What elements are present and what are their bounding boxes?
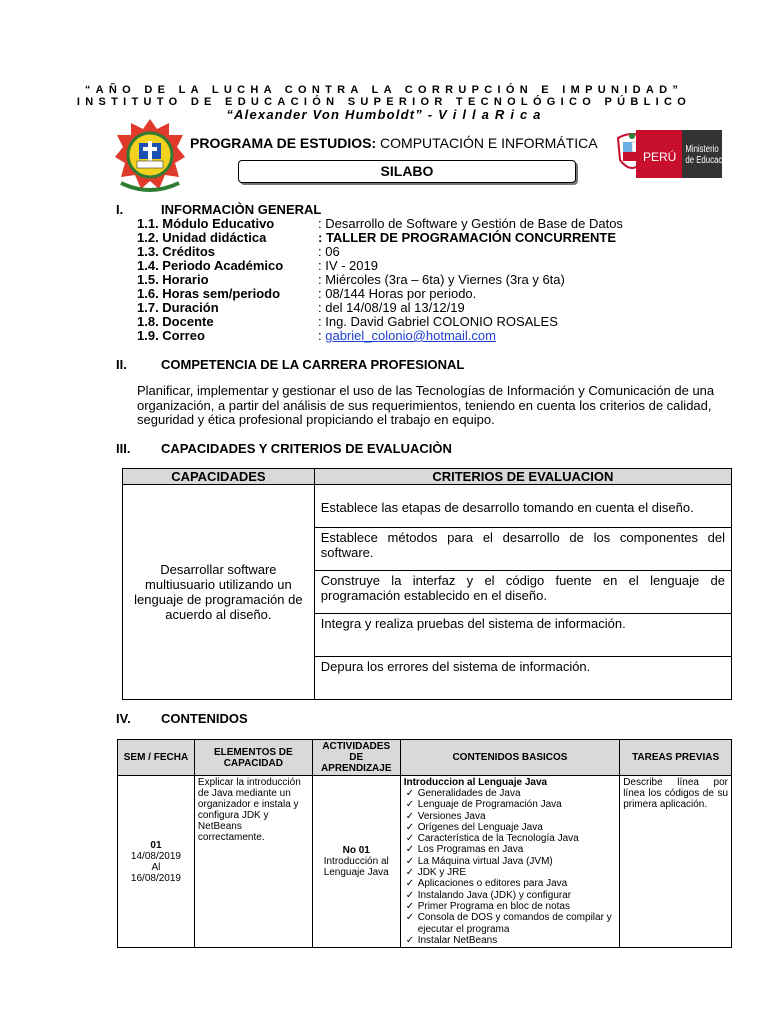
contents-cell [400,776,620,948]
section2-title: COMPETENCIA DE LA CARRERA PROFESIONAL [161,357,465,372]
program-line [190,135,598,151]
email-link[interactable]: gabriel_colonio@hotmail.com [325,328,496,343]
ministry-brand-block [682,130,733,178]
info-label: 1.4. Periodo Académico [137,258,284,273]
list-item: ✓ Característica de la Tecnología Java [404,833,617,844]
list-item: ✓ Lenguaje de Programación Java [404,799,617,810]
criterion-cell: Establece métodos para el desarrollo de los componentes del software. [314,528,731,571]
list-item: ✓ Versiones Java [404,811,617,822]
capacidades-table [122,468,732,700]
date-from: 14/08/2019 [130,850,181,862]
program-value: COMPUTACIÓN E INFORMÁTICA [380,135,598,151]
info-label: 1.1. Módulo Educativo [137,216,275,231]
section4-title: CONTENIDOS [161,711,248,726]
activity-cell [312,776,400,948]
document-title: SILABO [238,160,576,183]
header-institute: INSTITUTO DE EDUCACIÓN SUPERIOR TECNOLÓGICO PÚBLICO [76,96,692,108]
section1-number: I. [116,202,124,217]
table-row [118,776,732,948]
criterion-cell: Establece las etapas de desarrollo tomando en cuenta el diseño. [314,485,731,528]
contents-list [404,788,617,946]
section2-number: II. [116,357,127,372]
list-item: ✓ Los Programas en Java [404,844,617,855]
info-value: : TALLER DE PROGRAMACIÓN CONCURRENTE [318,230,617,245]
criterion-cell: Depura los errores del sistema de información. [314,657,731,700]
institute-logo-icon [113,117,188,195]
info-value: : Desarrollo de Software y Gestión de Base de Datos [318,216,623,231]
ministry-line1: Ministerio [685,144,719,155]
criterion-cell: Integra y realiza pruebas del sistema de información. [314,614,731,657]
list-item: ✓ Generalidades de Java [404,788,617,799]
week-number: 01 [150,839,162,851]
header-contenidos: CONTENIDOS BASICOS [400,740,620,776]
header-motto: “AÑO DE LA LUCHA CONTRA LA CORRUPCIÓN E IMPUNIDAD” [84,84,684,96]
info-label: 1.9. Correo [137,328,205,343]
info-value: : 08/144 Horas por periodo. [318,286,477,301]
header-institute-name: “Alexander Von Humboldt” - V i l l a R i c a [226,107,542,122]
header-tareas: TAREAS PREVIAS [620,740,732,776]
peru-label: PERÚ [643,150,677,164]
header-sem: SEM / FECHA [118,740,195,776]
section3-title: CAPACIDADES Y CRITERIOS DE EVALUACIÒN [161,441,452,456]
criterios-header: CRITERIOS DE EVALUACION [314,469,731,485]
list-item: ✓ JDK y JRE [404,867,617,878]
info-value: : IV - 2019 [318,258,378,273]
sem-cell [118,776,195,948]
info-value: : Ing. David Gabriel COLONIO ROSALES [318,314,558,329]
competencia-text: Planificar, implementar y gestionar el uso de las Tecnologías de Información y Comunicación de una organización, a partir del análisis de sus requerimientos, teniendo en cuenta los criterios de calidad, seguridad y ética profesional propiciando el trabajo en equipo. [137,383,715,427]
element-cell: Explicar la introducción de Java mediante un organizador e instala y configura JDK y NetBeans correctamente. [194,776,312,948]
info-label: 1.2. Unidad didáctica [137,230,267,245]
info-value: : del 14/08/19 al 13/12/19 [318,300,465,315]
header-elementos: ELEMENTOS DE CAPACIDAD [194,740,312,776]
activity-name: Introducción al Lenguaje Java [323,856,389,879]
contents-title: Introduccion al Lenguaje Java [403,777,548,788]
list-item: ✓ Instalando Java (JDK) y configurar [404,890,617,901]
capacity-cell: Desarrollar software multiusuario utilizando un lenguaje de programación de acuerdo al diseño. [123,485,315,700]
info-label: 1.3. Créditos [137,244,216,259]
activity-number: No 01 [342,845,370,857]
program-label: PROGRAMA DE ESTUDIOS: [190,135,377,151]
criterion-cell: Construye la interfaz y el código fuente en el lenguaje de programación establecido en el diseño. [314,571,731,614]
ministry-line2: de Educación [685,155,733,166]
date-sep: Al [151,861,161,873]
info-label: 1.8. Docente [137,314,214,329]
task-cell: Describe línea por línea los códigos de su primera aplicación. [620,776,732,948]
info-label: 1.7. Duración [137,300,219,315]
list-item: ✓ Primer Programa en bloc de notas [404,901,617,912]
email-prefix: : [318,328,326,343]
info-label: 1.5. Horario [137,272,209,287]
date-to: 16/08/2019 [130,872,181,884]
list-item: ✓ Orígenes del Lenguaje Java [404,822,617,833]
section3-number: III. [116,441,131,456]
section4-number: IV. [116,711,131,726]
capacidades-header: CAPACIDADES [123,469,315,485]
section1-title: INFORMACIÒN GENERAL [161,202,322,217]
list-item: ✓ La Máquina virtual Java (JVM) [404,856,617,867]
list-item: ✓ Instalar NetBeans [404,935,617,946]
list-item: ✓ Aplicaciones o editores para Java [404,878,617,889]
info-value [318,329,496,343]
list-item: ✓ Consola de DOS y comandos de compilar y ejecutar el programa [404,912,617,935]
contenidos-table [117,739,732,948]
info-value: : Miércoles (3ra – 6ta) y Viernes (3ra y 6ta) [318,272,565,287]
header-actividades: ACTIVIDADES DE APRENDIZAJE [312,740,400,776]
info-label: 1.6. Horas sem/periodo [137,286,281,301]
info-value: : 06 [318,244,340,259]
